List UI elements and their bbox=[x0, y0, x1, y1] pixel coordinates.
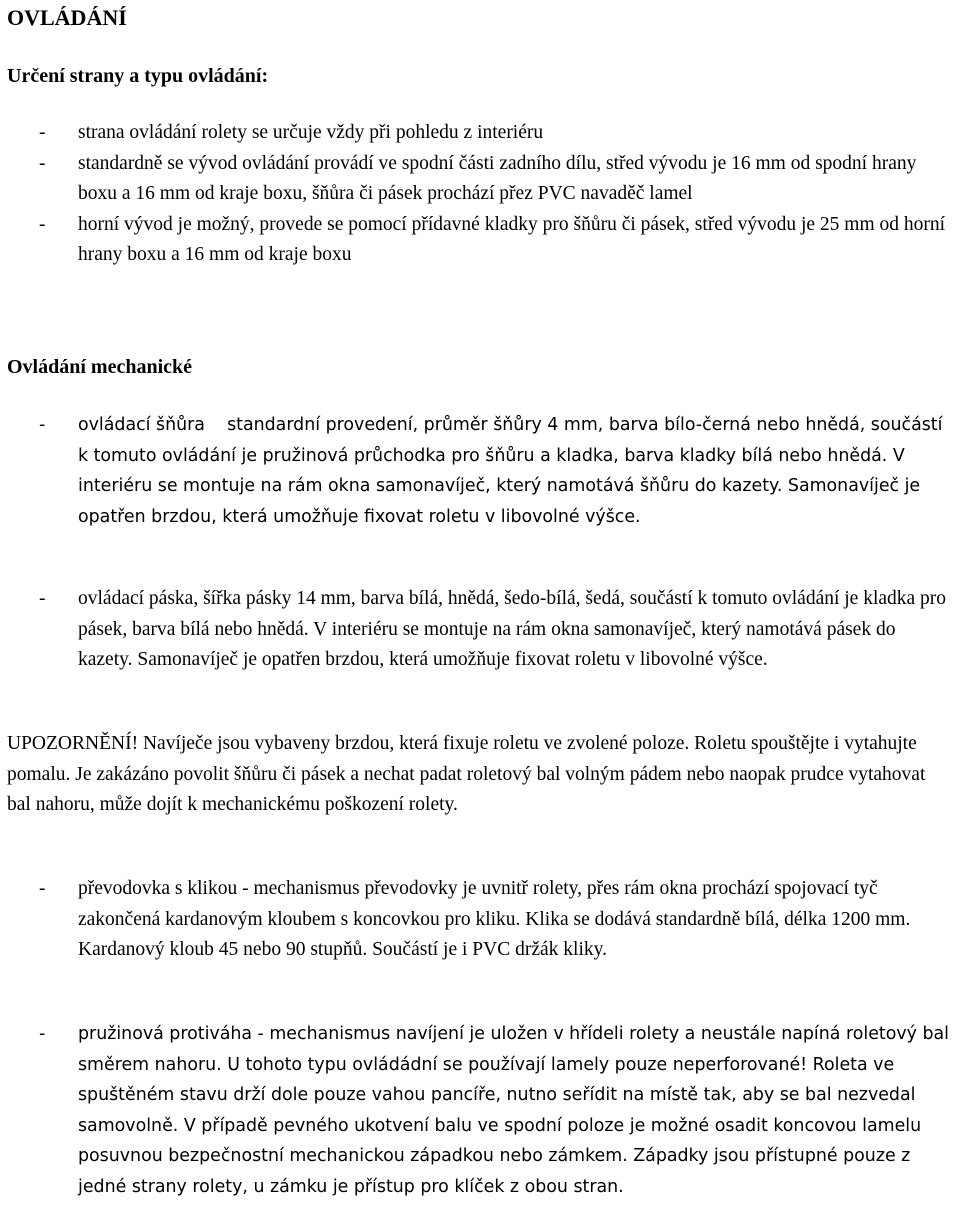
dash-bullet: - bbox=[39, 415, 46, 435]
cord-lead: ovládací šňůra bbox=[78, 415, 205, 435]
gearbox-list bbox=[7, 874, 952, 966]
warning-label: UPOZORNĚNÍ! bbox=[7, 733, 139, 754]
dash-bullet: - bbox=[39, 122, 46, 143]
strap-text: ovládací páska, šířka pásky 14 mm, barva bílá, hnědá, šedo-bílá, šedá, součástí k tomuto ovládání je kladka pro pásek, barva bílá nebo hnědá. V interiéru se montuje na rám okna samonavíječ, který namotává pásek do kazety. Samonavíječ je opatřen brzdou, která umožňuje fixovat roletu v libovolné výšce. bbox=[78, 588, 947, 670]
dash-bullet: - bbox=[39, 878, 46, 899]
page-title: OVLÁDÁNÍ bbox=[7, 5, 127, 30]
cord-list bbox=[7, 410, 952, 532]
list-item-text: standardně se vývod ovládání provádí ve spodní části zadního dílu, střed vývodu je 16 mm od spodní hrany boxu a 16 mm od kraje boxu, šňůra či pásek prochází přez PVC navaděč lamel bbox=[78, 152, 917, 204]
dash-bullet: - bbox=[39, 152, 46, 174]
strap-list bbox=[7, 584, 952, 676]
dash-bullet: - bbox=[39, 213, 46, 235]
list-item bbox=[7, 118, 952, 149]
dash-bullet: - bbox=[39, 588, 46, 609]
spring-text: pružinová protiváha - mechanismus navíjení je uložen v hřídeli rolety a neustále napíná roletový bal směrem nahoru. U tohoto typu ovládádní se používají lamely pouze neperforované! Roleta ve spuštěném stavu drží dole pouze vahou pancíře, nutno seřídit na místě tak, aby se bal nezvedal samovolně. V případě pevného ukotvení balu ve spodní poloze je možné osadit koncovou lamelu posuvnou bezpečnostní mechanickou západkou nebo zámkem. Západky jsou přístupné pouze z jedné strany rolety, u zámku je přístup pro klíček z obou stran. bbox=[78, 1024, 950, 1197]
list-item-cord bbox=[7, 410, 952, 532]
dash-bullet: - bbox=[39, 1024, 46, 1044]
section-heading-mechanical: Ovládání mechanické bbox=[7, 356, 193, 378]
gearbox-text: převodovka s klikou - mechanismus převodovky je uvnitř rolety, přes rám okna prochází spojovací tyč zakončená kardanovým kloubem s koncovkou pro kliku. Klika se dodává standardně bílá, délka 1200 mm. Kardanový kloub 45 nebo 90 stupňů. Součástí je i PVC držák kliky. bbox=[78, 878, 911, 960]
list-item bbox=[7, 149, 952, 210]
cord-text: standardní provedení, průměr šňůry 4 mm, barva bílo-černá nebo hnědá, součástí k tomuto ovládání je pružinová průchodka pro šňůru a kladka, barva kladky bílá nebo hnědá. V interiéru se montuje na rám okna samonavíječ, který namotává šňůru do kazety. Samonavíječ je opatřen brzdou, která umožňuje fixovat roletu v libovolné výšce. bbox=[78, 415, 943, 527]
warning-paragraph bbox=[7, 729, 952, 821]
side-type-list bbox=[7, 118, 952, 271]
list-item-strap bbox=[7, 584, 952, 676]
list-item-spring bbox=[7, 1019, 952, 1202]
spring-list bbox=[7, 1019, 952, 1202]
list-item bbox=[7, 210, 952, 271]
list-item-gearbox bbox=[7, 874, 952, 966]
warning-text: Navíječe jsou vybaveny brzdou, která fixuje roletu ve zvolené poloze. Roletu spouštějte i vytahujte pomalu. Je zakázáno povolit šňůru či pásek a nechat padat roletový bal volným pádem nebo naopak prudce vytahovat bal nahoru, může dojít k mechanickému poškození rolety. bbox=[7, 733, 926, 815]
list-item-text: strana ovládání rolety se určuje vždy při pohledu z interiéru bbox=[78, 122, 544, 143]
list-item-text: horní vývod je možný, provede se pomocí přídavné kladky pro šňůru či pásek, střed vývodu je 25 mm od horní hrany boxu a 16 mm od kraje boxu bbox=[78, 213, 946, 265]
section-heading-side-type: Určení strany a typu ovládání: bbox=[7, 65, 269, 87]
